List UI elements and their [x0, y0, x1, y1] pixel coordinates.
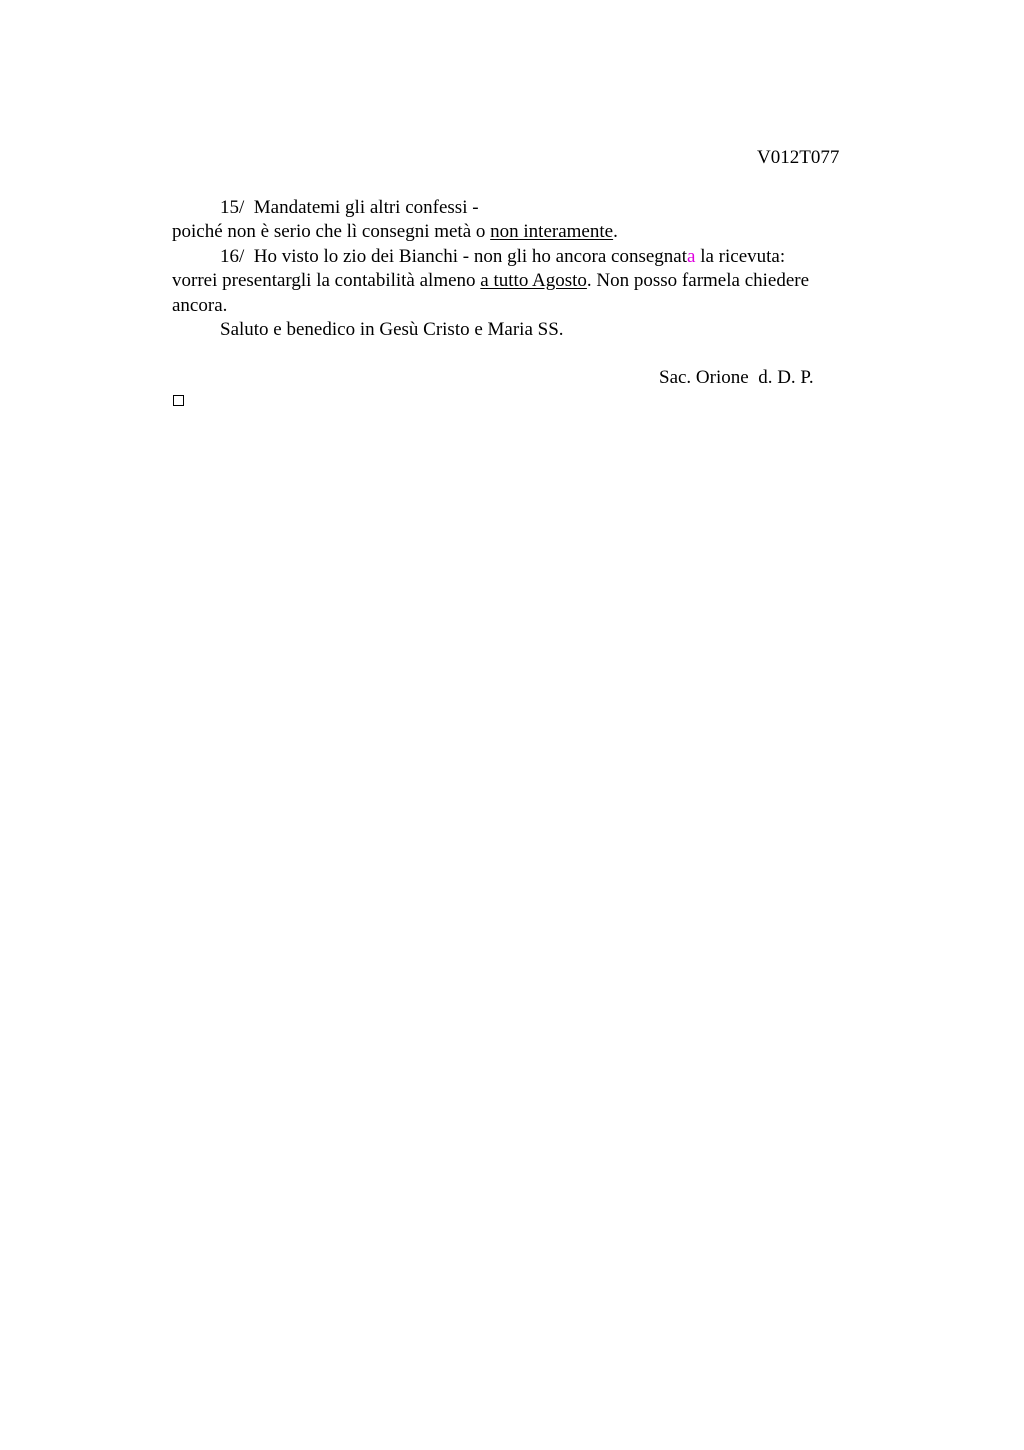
paragraph-16-line-2: [172, 269, 872, 293]
paragraph-15-number: 15/: [220, 197, 245, 218]
paragraph-15-line-1: [172, 196, 872, 220]
paragraph-15-text: Mandatemi gli altri confessi -: [253, 197, 479, 218]
paragraph-15-line-2-after: .: [613, 221, 618, 243]
underlined-a-tutto-agosto: a tutto Agosto: [480, 270, 587, 292]
paragraph-16-line-1-before: Ho visto lo zio dei Bianchi - non gli ho ancora consegnat: [253, 245, 687, 267]
paragraph-16-line-1: [172, 245, 872, 269]
end-square-icon: [173, 395, 184, 406]
letter-body: [172, 196, 872, 342]
paragraph-16-line-2-before: vorrei presentargli la contabilità almeno: [172, 270, 481, 292]
paragraph-16-number: 16/: [220, 245, 245, 267]
document-code: V012T077: [757, 147, 840, 168]
paragraph-15-line-2: [172, 220, 872, 244]
underlined-non-interamente: non interamente: [490, 221, 614, 243]
paragraph-15-line-2-before: poiché non è serio che lì consegni metà o: [172, 221, 491, 243]
paragraph-16-line-3: ancora.: [172, 294, 228, 316]
paragraph-16-line-2-after: . Non posso farmela chiedere: [586, 270, 810, 292]
greeting: Saluto e benedico in Gesù Cristo e Maria SS.: [220, 319, 564, 341]
signature: Sac. Orione d. D. P.: [659, 367, 814, 388]
paragraph-16-line-1-after: la ricevuta:: [695, 245, 786, 267]
highlighted-letter: a: [687, 245, 696, 267]
